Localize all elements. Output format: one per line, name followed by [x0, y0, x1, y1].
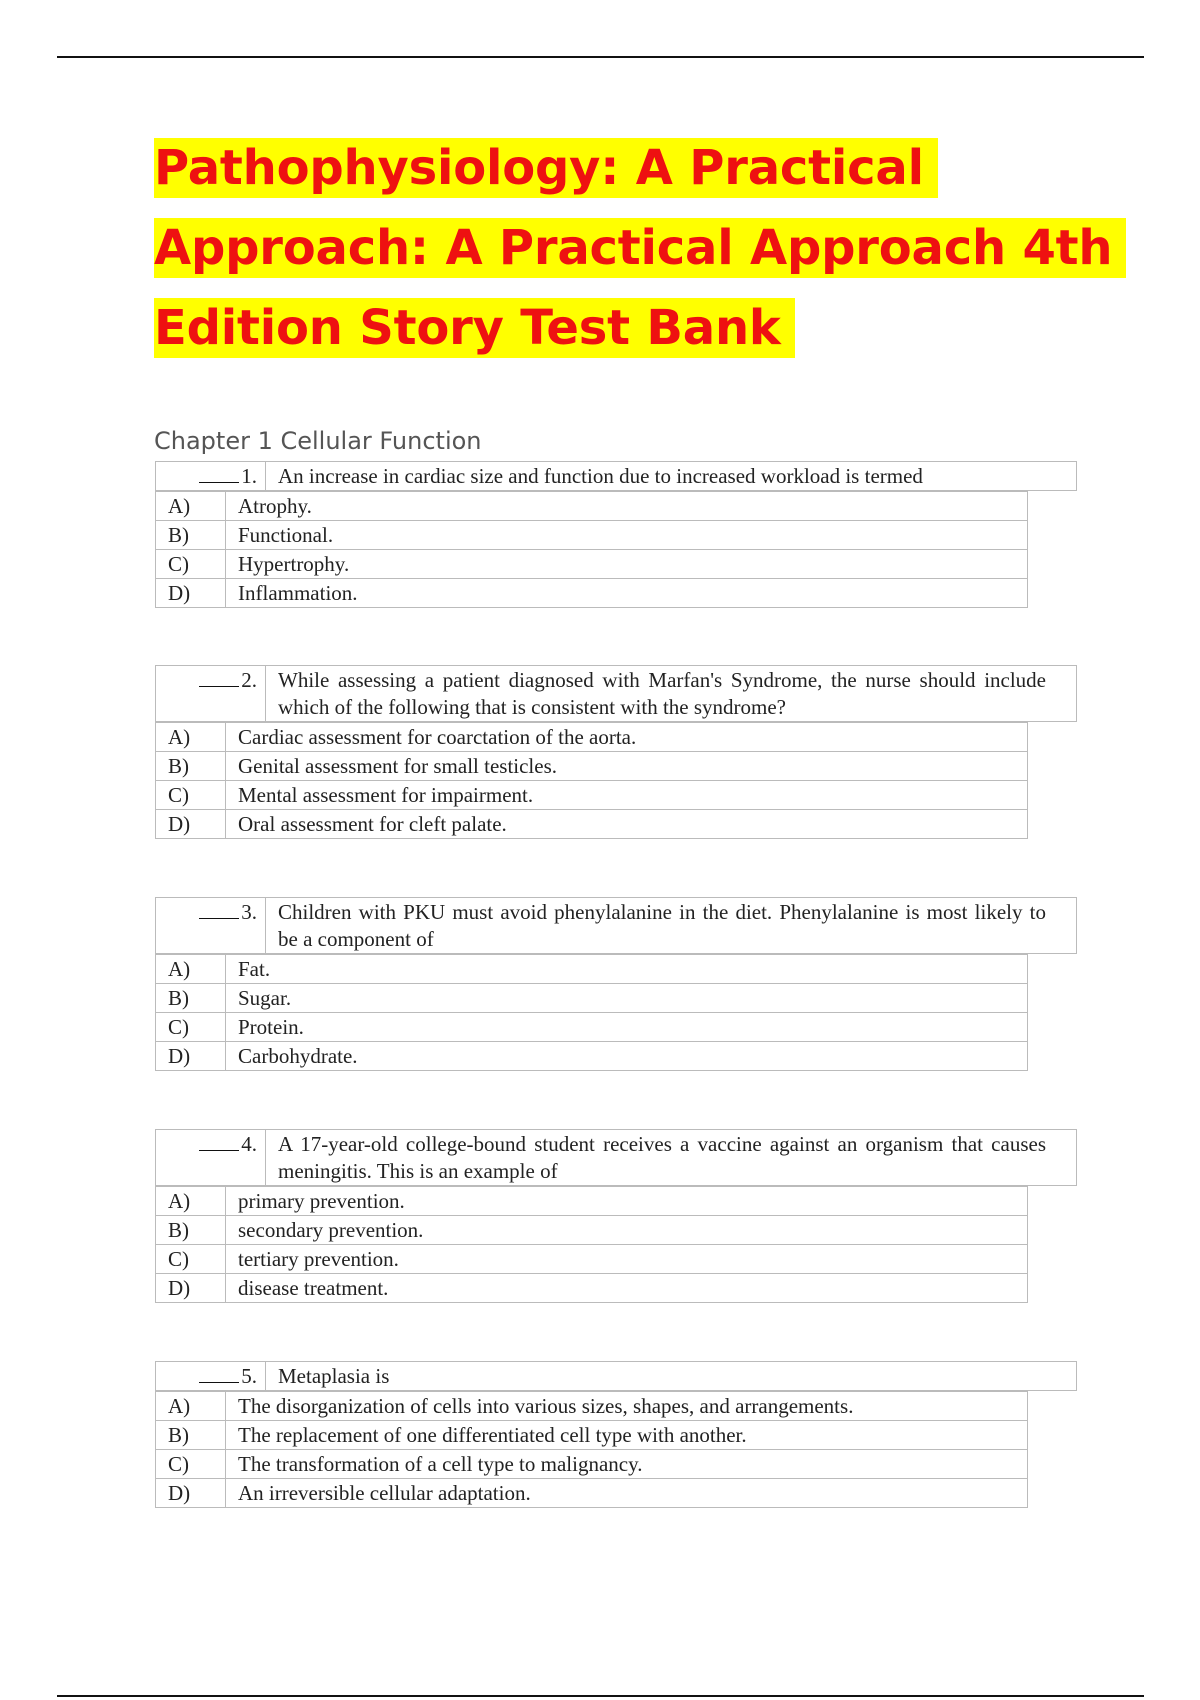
question-number: 2. [241, 668, 257, 692]
option-text: Protein. [226, 1013, 1028, 1042]
options-table [155, 722, 1028, 839]
question-number-cell [156, 462, 266, 490]
question-5 [155, 1361, 1077, 1508]
question-header [155, 1129, 1077, 1186]
option-row [156, 1245, 1028, 1274]
option-text: disease treatment. [226, 1274, 1028, 1303]
option-text: Oral assessment for cleft palate. [226, 810, 1028, 839]
option-text: An irreversible cellular adaptation. [226, 1479, 1028, 1508]
option-letter: C) [156, 781, 226, 810]
answer-blank [199, 668, 239, 687]
option-row [156, 1421, 1028, 1450]
option-row [156, 1187, 1028, 1216]
option-letter: A) [156, 1187, 226, 1216]
option-letter: C) [156, 1013, 226, 1042]
options-table [155, 491, 1028, 608]
question-header [155, 897, 1077, 954]
option-letter: B) [156, 1216, 226, 1245]
option-text: Sugar. [226, 984, 1028, 1013]
question-text: Metaplasia is [278, 1364, 390, 1388]
option-row [156, 752, 1028, 781]
option-letter: A) [156, 723, 226, 752]
option-letter: C) [156, 550, 226, 579]
option-text: The transformation of a cell type to malignancy. [226, 1450, 1028, 1479]
document-title [154, 138, 1126, 378]
option-row [156, 984, 1028, 1013]
question-number: 5. [241, 1364, 257, 1388]
options-table [155, 1391, 1028, 1508]
option-letter: D) [156, 810, 226, 839]
question-number: 4. [241, 1132, 257, 1156]
question-number: 3. [241, 900, 257, 924]
question-1 [155, 461, 1077, 608]
question-header [155, 1361, 1077, 1391]
option-row [156, 550, 1028, 579]
chapter-heading: Chapter 1 Cellular Function [154, 427, 482, 455]
answer-blank [199, 900, 239, 919]
option-text: secondary prevention. [226, 1216, 1028, 1245]
option-row [156, 723, 1028, 752]
option-row [156, 1392, 1028, 1421]
option-text: Functional. [226, 521, 1028, 550]
question-number-cell [156, 1130, 266, 1185]
option-row [156, 1216, 1028, 1245]
option-text: Genital assessment for small testicles. [226, 752, 1028, 781]
question-number-cell [156, 1362, 266, 1390]
option-text: Mental assessment for impairment. [226, 781, 1028, 810]
option-row [156, 1042, 1028, 1071]
question-text: Children with PKU must avoid phenylalanine in the diet. Phenylalanine is most likely to be a component of [278, 900, 1046, 951]
option-letter: B) [156, 752, 226, 781]
option-letter: C) [156, 1450, 226, 1479]
option-row [156, 1450, 1028, 1479]
title-line: Edition Story Test Bank [154, 298, 795, 358]
option-text: Atrophy. [226, 492, 1028, 521]
option-row [156, 521, 1028, 550]
options-table [155, 1186, 1028, 1303]
question-number-cell [156, 898, 266, 953]
option-row [156, 492, 1028, 521]
option-letter: A) [156, 955, 226, 984]
option-text: The replacement of one differentiated cell type with another. [226, 1421, 1028, 1450]
option-row [156, 1013, 1028, 1042]
question-text: An increase in cardiac size and function due to increased workload is termed [278, 464, 923, 488]
question-4 [155, 1129, 1077, 1303]
question-text: A 17-year-old college-bound student receives a vaccine against an organism that causes meningitis. This is an example of [278, 1132, 1046, 1183]
question-text: While assessing a patient diagnosed with Marfan's Syndrome, the nurse should include which of the following that is consistent with the syndrome? [278, 668, 1046, 719]
title-line: Approach: A Practical Approach 4th [154, 218, 1126, 278]
option-row [156, 579, 1028, 608]
option-text: tertiary prevention. [226, 1245, 1028, 1274]
options-table [155, 954, 1028, 1071]
option-row [156, 955, 1028, 984]
option-row [156, 810, 1028, 839]
question-header [155, 461, 1077, 491]
option-letter: B) [156, 984, 226, 1013]
option-letter: C) [156, 1245, 226, 1274]
answer-blank [199, 1364, 239, 1383]
option-letter: B) [156, 521, 226, 550]
question-3 [155, 897, 1077, 1071]
option-letter: A) [156, 492, 226, 521]
question-number-cell [156, 666, 266, 721]
option-text: The disorganization of cells into various sizes, shapes, and arrangements. [226, 1392, 1028, 1421]
answer-blank [199, 464, 239, 483]
option-row [156, 781, 1028, 810]
option-letter: D) [156, 1274, 226, 1303]
option-letter: D) [156, 1042, 226, 1071]
answer-blank [199, 1132, 239, 1151]
option-letter: A) [156, 1392, 226, 1421]
question-number: 1. [241, 464, 257, 488]
question-header [155, 665, 1077, 722]
question-2 [155, 665, 1077, 839]
option-text: Cardiac assessment for coarctation of the aorta. [226, 723, 1028, 752]
option-row [156, 1479, 1028, 1508]
option-text: Inflammation. [226, 579, 1028, 608]
option-text: primary prevention. [226, 1187, 1028, 1216]
option-text: Carbohydrate. [226, 1042, 1028, 1071]
title-line: Pathophysiology: A Practical [154, 138, 938, 198]
option-letter: D) [156, 1479, 226, 1508]
top-rule [57, 56, 1144, 58]
bottom-rule [57, 1695, 1144, 1697]
option-row [156, 1274, 1028, 1303]
option-text: Hypertrophy. [226, 550, 1028, 579]
option-text: Fat. [226, 955, 1028, 984]
option-letter: B) [156, 1421, 226, 1450]
option-letter: D) [156, 579, 226, 608]
